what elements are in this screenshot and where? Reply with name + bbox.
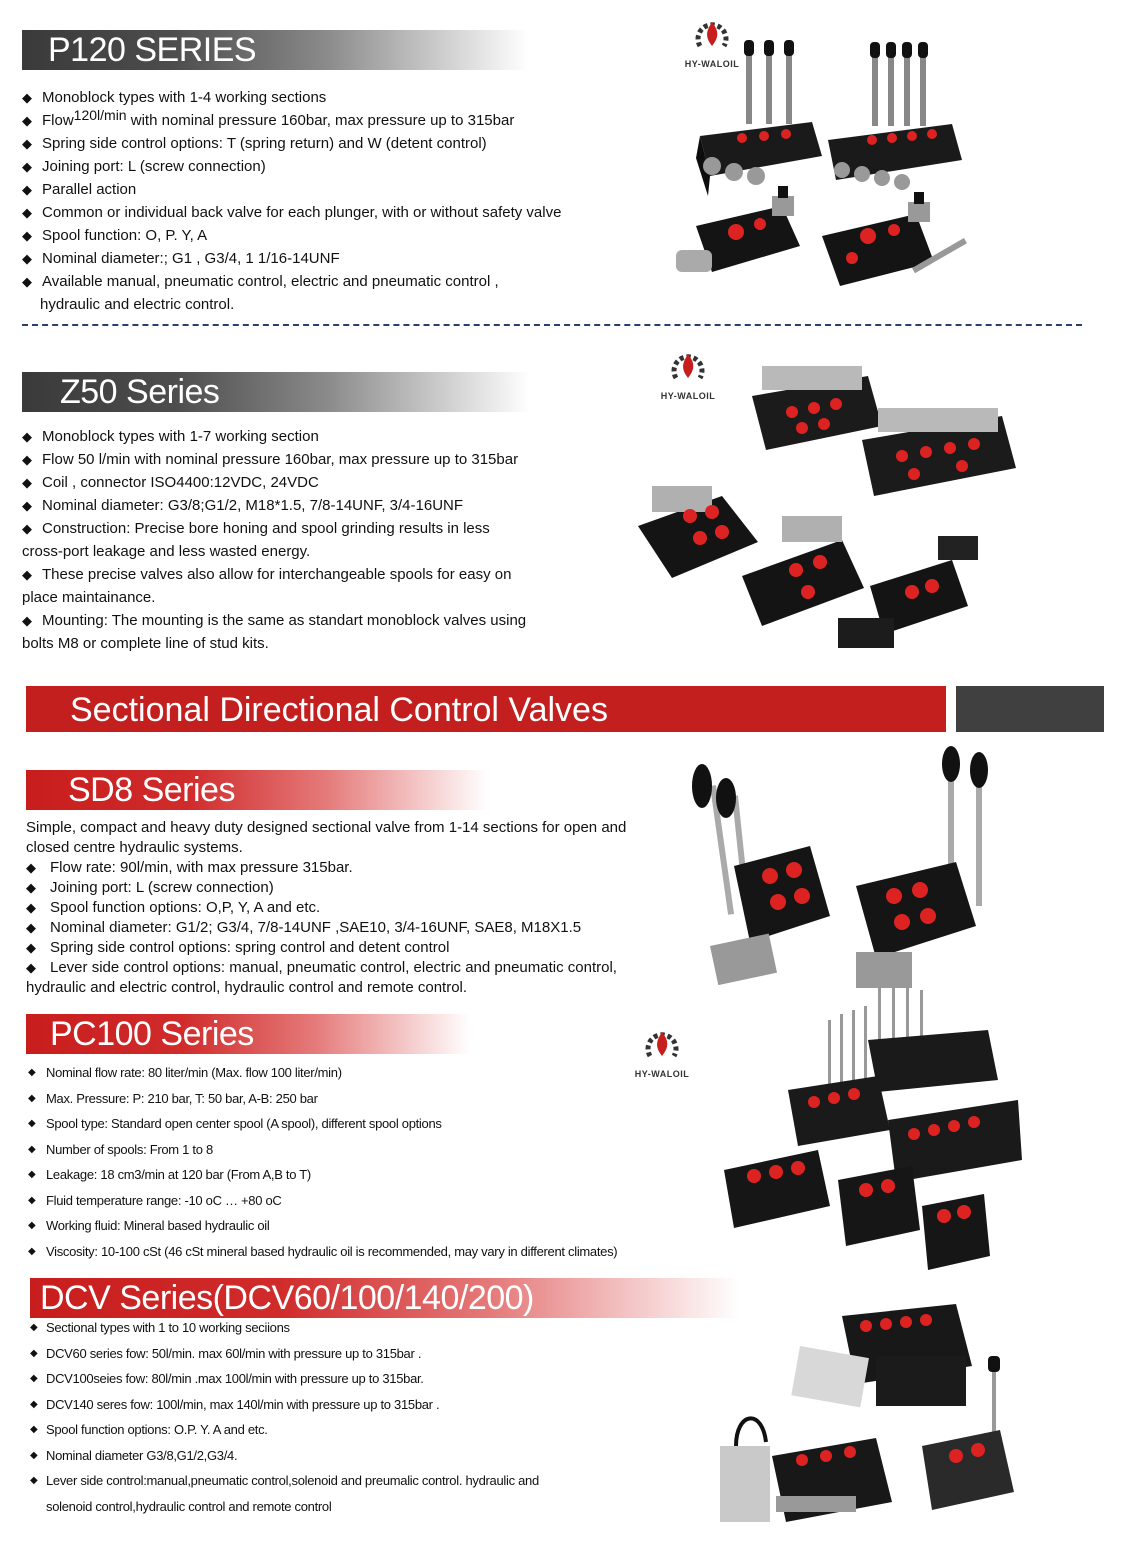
diamond-bullet-icon: ◆ [22, 613, 32, 628]
sd8-product-photo [680, 746, 990, 996]
diamond-bullet-icon: ◆ [28, 1118, 36, 1129]
valve-image [676, 186, 800, 272]
list-item: ◆ Construction: Precise bore honing and spool grinding results in less [22, 517, 526, 540]
sd8-title: SD8 Series [26, 770, 488, 810]
sectional-title: Sectional Directional Control Valves [70, 691, 608, 729]
list-item: ◆ Spool type: Standard open center spool (A spool), different spool options [28, 1111, 617, 1137]
list-item: ◆ Spool function: O, P. Y, A [22, 224, 561, 247]
list-item: ◆ Mounting: The mounting is the same as standart monoblock valves using [22, 609, 526, 632]
list-item-continuation: cross-port leakage and less wasted energy. [22, 543, 311, 560]
list-item: ◆ Common or individual back valve for each plunger, with or without safety valve [22, 201, 561, 224]
list-item: ◆ These precise valves also allow for interchangeable spools for easy on [22, 563, 526, 586]
diamond-bullet-icon: ◆ [26, 940, 36, 955]
diamond-bullet-icon: ◆ [22, 90, 32, 105]
diamond-bullet-icon: ◆ [22, 498, 32, 513]
diamond-bullet-icon: ◆ [28, 1092, 36, 1104]
valve-image [692, 764, 830, 985]
valve-image [720, 1418, 892, 1522]
list-item: ◆ Monoblock types with 1-7 working section [22, 425, 526, 448]
gear-flame-logo-icon: HY-WALOIL [622, 1026, 702, 1078]
diamond-bullet-icon: ◆ [22, 159, 32, 174]
list-item-continuation: bolts M8 or complete line of stud kits. [22, 635, 269, 652]
p120-feature-list [22, 86, 561, 316]
diamond-bullet-icon: ◆ [30, 1424, 38, 1435]
list-item: ◆ Monoblock types with 1-4 working sections [22, 86, 561, 109]
list-item: ◆ Joining port: L (screw connection) [26, 879, 274, 896]
diamond-bullet-icon: ◆ [22, 205, 32, 220]
list-item: ◆ Working fluid: Mineral based hydraulic oil [28, 1213, 617, 1239]
list-item: ◆ Flow120l/min with nominal pressure 160bar, max pressure up to 315bar [22, 109, 561, 132]
z50-product-photo [632, 356, 1032, 668]
list-item: ◆ Spring side control options: T (spring return) and W (detent control) [22, 132, 561, 155]
valve-image [638, 486, 758, 578]
list-item: ◆ Spool function options: O.P. Y. A and etc. [30, 1417, 539, 1443]
diamond-bullet-icon: ◆ [22, 228, 32, 243]
list-item: ◆ Nominal flow rate: 80 liter/min (Max. flow 100 liter/min) [28, 1060, 617, 1086]
dcv-product-photo [716, 1296, 1028, 1536]
valve-image [862, 408, 1016, 496]
list-item: ◆ Nominal diameter G3/8,G1/2,G3/4. [30, 1443, 539, 1469]
diamond-bullet-icon: ◆ [22, 113, 32, 128]
list-item: ◆ Max. Pressure: P: 210 bar, T: 50 bar, A-B: 250 bar [28, 1086, 617, 1112]
valve-image [752, 366, 882, 450]
list-item: ◆ Nominal diameter: G1/2; G3/4, 7/8-14UNF ,SAE10, 3/4-16UNF, SAE8, M18X1.5 [26, 919, 582, 936]
list-item: ◆ Lever side control options: manual, pneumatic control, electric and pneumatic control, [26, 959, 617, 976]
list-item: ◆ Lever side control:manual,pneumatic control,solenoid and preumalic control. hydraulic and [30, 1468, 539, 1494]
diamond-bullet-icon: ◆ [30, 1475, 38, 1486]
diamond-bullet-icon: ◆ [26, 920, 36, 935]
valve-image [788, 982, 1022, 1182]
dcv-feature-list [30, 1315, 539, 1519]
list-item: ◆ Nominal diameter:; G1 , G3/4, 1 1/16-14UNF [22, 247, 561, 270]
valve-image [828, 42, 962, 190]
diamond-bullet-icon: ◆ [30, 1398, 38, 1410]
diamond-bullet-icon: ◆ [22, 452, 32, 467]
pc100-product-photo [718, 980, 1028, 1280]
diamond-bullet-icon: ◆ [22, 429, 32, 444]
flow-value: 120l/min [73, 107, 127, 123]
diamond-bullet-icon: ◆ [30, 1449, 38, 1461]
list-item: ◆ DCV100seies fow: 80l/min .max 100l/min with pressure up to 315bar. [30, 1366, 539, 1392]
list-item: ◆ Nominal diameter: G3/8;G1/2, M18*1.5, 7/8-14UNF, 3/4-16UNF [22, 494, 526, 517]
list-item-continuation: solenoid control,hydraulic control and remote control [46, 1498, 332, 1514]
diamond-bullet-icon: ◆ [22, 274, 32, 289]
diamond-bullet-icon: ◆ [26, 960, 36, 975]
pc100-feature-list [28, 1060, 617, 1264]
p120-product-photo [672, 36, 972, 316]
dcv-title: DCV Series(DCV60/100/140/200) [30, 1278, 740, 1318]
diamond-bullet-icon: ◆ [22, 251, 32, 266]
valve-image [742, 516, 864, 626]
list-item: ◆ Fluid temperature range: -10 oC … +80 oC [28, 1188, 617, 1214]
list-item: ◆ Viscosity: 10-100 cSt (46 cSt mineral based hydraulic oil is recommended, may vary in different climates) [28, 1239, 617, 1265]
diamond-bullet-icon: ◆ [26, 880, 36, 895]
list-item: ◆ Coil , connector ISO4400:12VDC, 24VDC [22, 471, 526, 494]
valve-image [838, 536, 978, 648]
diamond-bullet-icon: ◆ [26, 900, 36, 915]
diamond-bullet-icon: ◆ [30, 1373, 38, 1384]
diamond-bullet-icon: ◆ [28, 1143, 36, 1155]
sd8-feature-list [26, 858, 617, 998]
list-item: ◆ Sectional types with 1 to 10 working seciions [30, 1315, 539, 1341]
pc100-title: PC100 Series [26, 1014, 470, 1054]
list-item: ◆ Leakage: 18 cm3/min at 120 bar (From A,B to T) [28, 1162, 617, 1188]
diamond-bullet-icon: ◆ [22, 521, 32, 536]
list-item: ◆ Flow rate: 90l/min, with max pressure 315bar. [26, 859, 353, 876]
list-item: ◆ Parallel action [22, 178, 561, 201]
sd8-intro: Simple, compact and heavy duty designed sectional valve from 1-14 sections for open and closed centre hydraulic systems. [26, 819, 627, 856]
diamond-bullet-icon: ◆ [22, 182, 32, 197]
gear-flame-logo-icon: HY-WALOIL [672, 16, 752, 68]
list-item: ◆ Joining port: L (screw connection) [22, 155, 561, 178]
list-item-continuation: hydraulic and electric control, hydraulic control and remote control. [26, 979, 468, 996]
diamond-bullet-icon: ◆ [28, 1067, 36, 1078]
diamond-bullet-icon: ◆ [22, 567, 32, 582]
list-item: ◆ DCV140 seres fow: 100l/min, max 140l/min with pressure up to 315bar . [30, 1392, 539, 1418]
diamond-bullet-icon: ◆ [28, 1169, 36, 1180]
gear-flame-logo-icon: HY-WALOIL [648, 348, 728, 400]
list-item: ◆ Spool function options: O,P, Y, A and etc. [26, 899, 321, 916]
p120-title: P120 SERIES [22, 30, 528, 70]
z50-title: Z50 Series [22, 372, 530, 412]
diamond-bullet-icon: ◆ [30, 1347, 38, 1359]
list-item: ◆ Flow 50 l/min with nominal pressure 160bar, max pressure up to 315bar [22, 448, 526, 471]
diamond-bullet-icon: ◆ [22, 136, 32, 151]
list-item: ◆ Number of spools: From 1 to 8 [28, 1137, 617, 1163]
list-item-continuation: place maintainance. [22, 589, 156, 606]
list-item: ◆ Available manual, pneumatic control, electric and pneumatic control , [22, 270, 561, 293]
diamond-bullet-icon: ◆ [22, 475, 32, 490]
list-item: ◆ DCV60 series fow: 50l/min. max 60l/min with pressure up to 315bar . [30, 1341, 539, 1367]
diamond-bullet-icon: ◆ [28, 1220, 36, 1231]
list-item: ◆ Spring side control options: spring control and detent control [26, 939, 450, 956]
valve-image [696, 40, 822, 196]
diamond-bullet-icon: ◆ [28, 1245, 36, 1257]
valve-image [791, 1304, 972, 1407]
diamond-bullet-icon: ◆ [30, 1322, 38, 1333]
diamond-bullet-icon: ◆ [26, 860, 36, 875]
valve-image [822, 192, 967, 286]
sectional-header-gray-block [956, 686, 1104, 732]
valve-image [856, 746, 988, 988]
z50-feature-list [22, 425, 526, 655]
diamond-bullet-icon: ◆ [28, 1194, 36, 1206]
list-item-continuation: hydraulic and electric control. [40, 296, 235, 313]
section-divider [22, 324, 1082, 326]
